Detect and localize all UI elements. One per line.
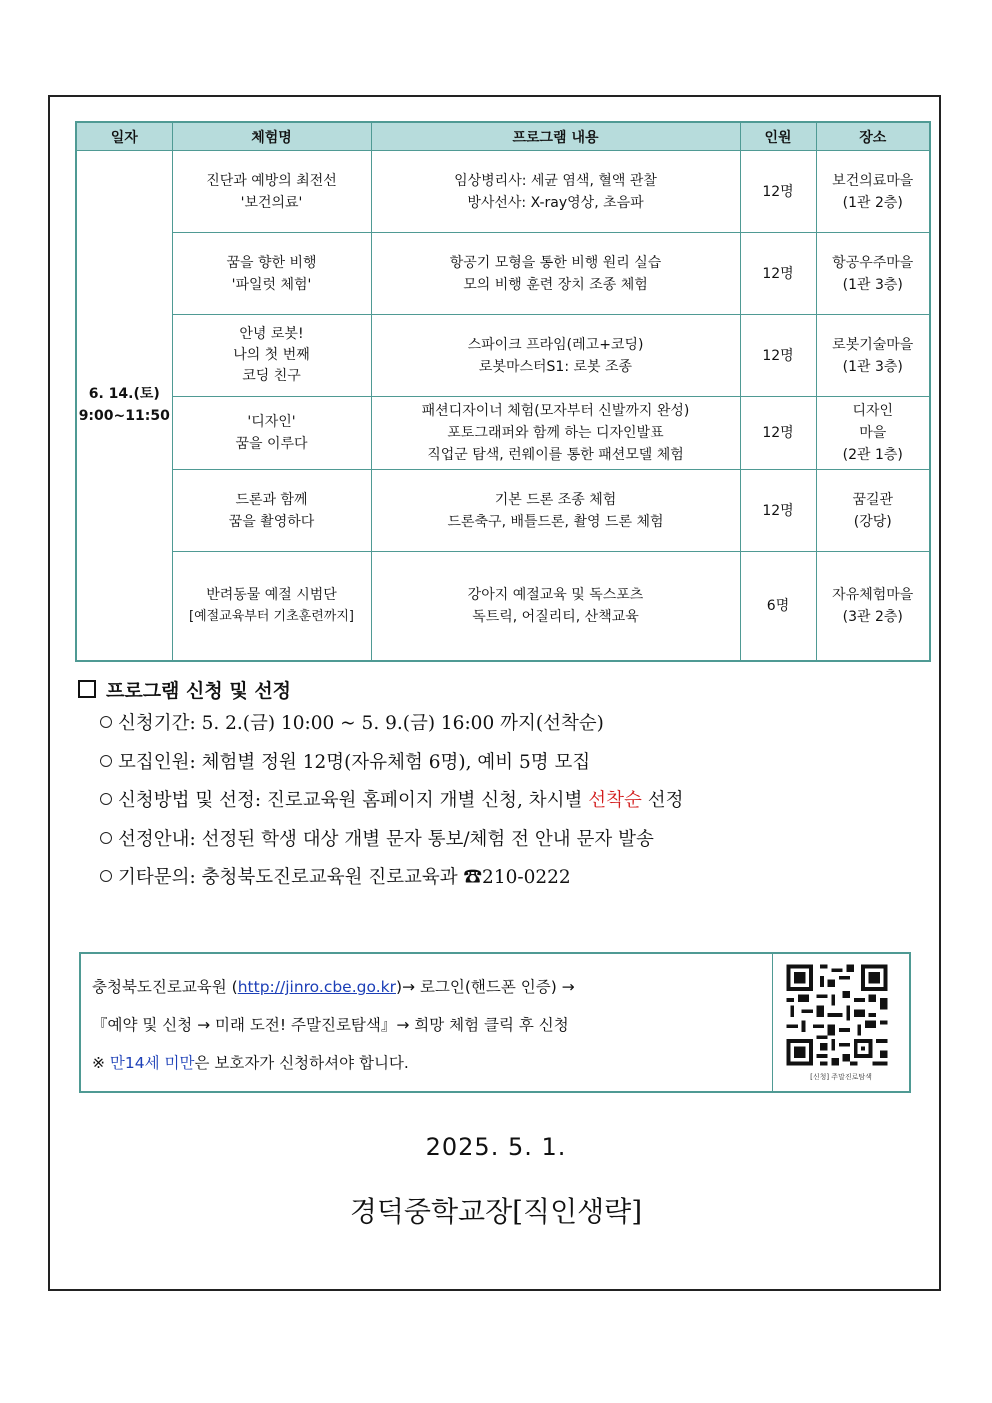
table-row bbox=[76, 470, 930, 552]
program-count: 12명 bbox=[740, 470, 816, 552]
list-item bbox=[100, 748, 683, 787]
place-line: 마을 bbox=[859, 425, 887, 441]
program-content bbox=[371, 552, 740, 661]
circle-bullet-icon bbox=[100, 793, 112, 805]
place-line: 자유체험마을 bbox=[832, 586, 914, 603]
date-cell bbox=[76, 151, 172, 661]
content-line: 기본 드론 조종 체험 bbox=[494, 491, 617, 508]
table-header-row bbox=[76, 122, 930, 151]
place-line: 로봇기술마을 bbox=[832, 336, 914, 353]
place-line: (3관 2층) bbox=[842, 608, 903, 625]
circle-bullet-icon bbox=[100, 832, 112, 844]
program-name bbox=[172, 233, 371, 315]
content-line: 모의 비행 훈련 장치 조종 체험 bbox=[463, 276, 648, 293]
content-line: 독트릭, 어질리티, 산책교육 bbox=[472, 608, 639, 625]
circle-bullet-icon bbox=[100, 755, 112, 767]
name-line: 꿈을 향한 비행 bbox=[226, 254, 317, 271]
info-line-3 bbox=[92, 1044, 575, 1082]
program-table bbox=[75, 121, 931, 662]
name-line: [예절교육부터 기초훈련까지] bbox=[189, 608, 354, 624]
note-text: 은 보호자가 신청하셔야 합니다. bbox=[194, 1054, 409, 1072]
name-line: 안녕 로봇! bbox=[239, 326, 304, 342]
qr-caption: [신청] 주말진로탐색 bbox=[810, 1073, 872, 1081]
place-line: 디자인 bbox=[852, 403, 894, 419]
method-text: 신청방법 및 선정: 진로교육원 홈페이지 개별 신청, 차시별 bbox=[118, 790, 589, 811]
content-line: 스파이크 프라임(레고+코딩) bbox=[467, 336, 644, 353]
program-name bbox=[172, 397, 371, 470]
name-line: 꿈을 이루다 bbox=[235, 436, 308, 452]
method-text-end: 선정 bbox=[641, 790, 684, 811]
place-line: 꿈길관 bbox=[852, 491, 894, 508]
program-content bbox=[371, 151, 740, 233]
content-line: 포토그래퍼와 함께 하는 디자인발표 bbox=[447, 425, 664, 441]
content-line: 항공기 모형을 통한 비행 원리 실습 bbox=[449, 254, 662, 271]
program-count: 6명 bbox=[740, 552, 816, 661]
name-line: 드론과 함께 bbox=[235, 491, 308, 508]
circle-bullet-icon bbox=[100, 870, 112, 882]
header-count: 인원 bbox=[740, 122, 816, 151]
info-line-2: 『예약 및 신청 → 미래 도전! 주말진로탐색』→ 희망 체험 클릭 후 신청 bbox=[92, 1016, 569, 1034]
content-line: 패션디자이너 체험(모자부터 신발까지 완성) bbox=[421, 403, 690, 419]
content-line: 드론축구, 배틀드론, 촬영 드론 체험 bbox=[447, 513, 664, 530]
name-line: 반려동물 예절 시범단 bbox=[206, 586, 337, 603]
info-line-1 bbox=[92, 968, 575, 1006]
section-title: 프로그램 신청 및 선정 bbox=[106, 680, 292, 702]
method-highlight: 선착순 bbox=[588, 790, 642, 811]
program-count: 12명 bbox=[740, 151, 816, 233]
program-content bbox=[371, 315, 740, 397]
notice-text: 선정안내: 선정된 학생 대상 개별 문자 통보/체험 전 안내 문자 발송 bbox=[118, 828, 654, 850]
table-row bbox=[76, 397, 930, 470]
program-place bbox=[816, 397, 930, 470]
note-mark: ※ bbox=[92, 1054, 110, 1072]
table-row bbox=[76, 151, 930, 233]
date-time: 9:00~11:50 bbox=[78, 408, 170, 425]
program-place bbox=[816, 315, 930, 397]
content-line: 강아지 예절교육 및 독스포츠 bbox=[467, 586, 644, 603]
place-line: 항공우주마을 bbox=[832, 254, 914, 271]
info-box bbox=[79, 952, 911, 1093]
qr-code-icon[interactable] bbox=[783, 961, 891, 1069]
program-place bbox=[816, 151, 930, 233]
program-content bbox=[371, 397, 740, 470]
program-place bbox=[816, 233, 930, 315]
table-row bbox=[76, 552, 930, 661]
header-content: 프로그램 내용 bbox=[371, 122, 740, 151]
program-name bbox=[172, 470, 371, 552]
place-line: (1관 3층) bbox=[842, 276, 903, 293]
list-item bbox=[100, 863, 683, 902]
place-line: (강당) bbox=[853, 513, 892, 530]
list-item bbox=[100, 786, 683, 825]
content-line: 로봇마스터S1: 로봇 조종 bbox=[478, 358, 633, 375]
info-text bbox=[92, 968, 575, 1082]
issue-date: 2025. 5. 1. bbox=[425, 1133, 567, 1161]
name-line: 나의 첫 번째 bbox=[233, 347, 310, 363]
header-date: 일자 bbox=[76, 122, 172, 151]
program-content bbox=[371, 233, 740, 315]
circle-bullet-icon bbox=[100, 716, 112, 728]
homepage-link[interactable]: http://jinro.cbe.go.kr bbox=[237, 978, 396, 996]
content-line: 직업군 탐색, 런웨이를 통한 패션모델 체험 bbox=[427, 447, 684, 463]
place-line: (2관 1층) bbox=[842, 447, 903, 463]
info-suffix: )→ 로그인(핸드폰 인증) → bbox=[395, 978, 575, 996]
place-line: (1관 2층) bbox=[842, 194, 903, 211]
name-line: 코딩 친구 bbox=[242, 368, 301, 384]
name-line: 꿈을 촬영하다 bbox=[228, 513, 315, 530]
program-place bbox=[816, 470, 930, 552]
age-highlight: 만14세 미만 bbox=[109, 1054, 195, 1072]
date-day: 6. 14.(토) bbox=[88, 386, 160, 403]
program-place bbox=[816, 552, 930, 661]
header-name: 체험명 bbox=[172, 122, 371, 151]
section-heading bbox=[78, 676, 291, 703]
application-info-list bbox=[100, 709, 683, 902]
qr-panel bbox=[772, 954, 909, 1091]
table-row bbox=[76, 233, 930, 315]
program-content bbox=[371, 470, 740, 552]
name-line: 진단과 예방의 최전선 bbox=[206, 172, 337, 189]
name-line: '디자인' bbox=[247, 414, 296, 430]
program-name bbox=[172, 151, 371, 233]
place-line: 보건의료마을 bbox=[832, 172, 914, 189]
table-row bbox=[76, 315, 930, 397]
list-item bbox=[100, 709, 683, 748]
content-line: 임상병리사: 세균 염색, 혈액 관찰 bbox=[454, 172, 657, 189]
name-line: '파일럿 체험' bbox=[231, 276, 312, 293]
recruit-text: 모집인원: 체험별 정원 12명(자유체험 6명), 예비 5명 모집 bbox=[118, 751, 591, 773]
info-prefix: 충청북도진로교육원 ( bbox=[92, 978, 238, 996]
program-count: 12명 bbox=[740, 233, 816, 315]
program-name bbox=[172, 552, 371, 661]
program-count: 12명 bbox=[740, 397, 816, 470]
list-item bbox=[100, 825, 683, 864]
place-line: (1관 3층) bbox=[842, 358, 903, 375]
signer-name: 경덕중학교장[직인생략] bbox=[349, 1195, 643, 1228]
program-count: 12명 bbox=[740, 315, 816, 397]
program-name bbox=[172, 315, 371, 397]
content-line: 방사선사: X-ray영상, 초음파 bbox=[467, 194, 644, 211]
name-line: '보건의료' bbox=[240, 194, 303, 211]
header-place: 장소 bbox=[816, 122, 930, 151]
period-text: 신청기간: 5. 2.(금) 10:00 ~ 5. 9.(금) 16:00 까지(선착순) bbox=[118, 713, 604, 734]
contact-text: 기타문의: 충청북도진로교육원 진로교육과 ☎210-0222 bbox=[118, 867, 571, 888]
checkbox-square-icon bbox=[78, 680, 96, 698]
